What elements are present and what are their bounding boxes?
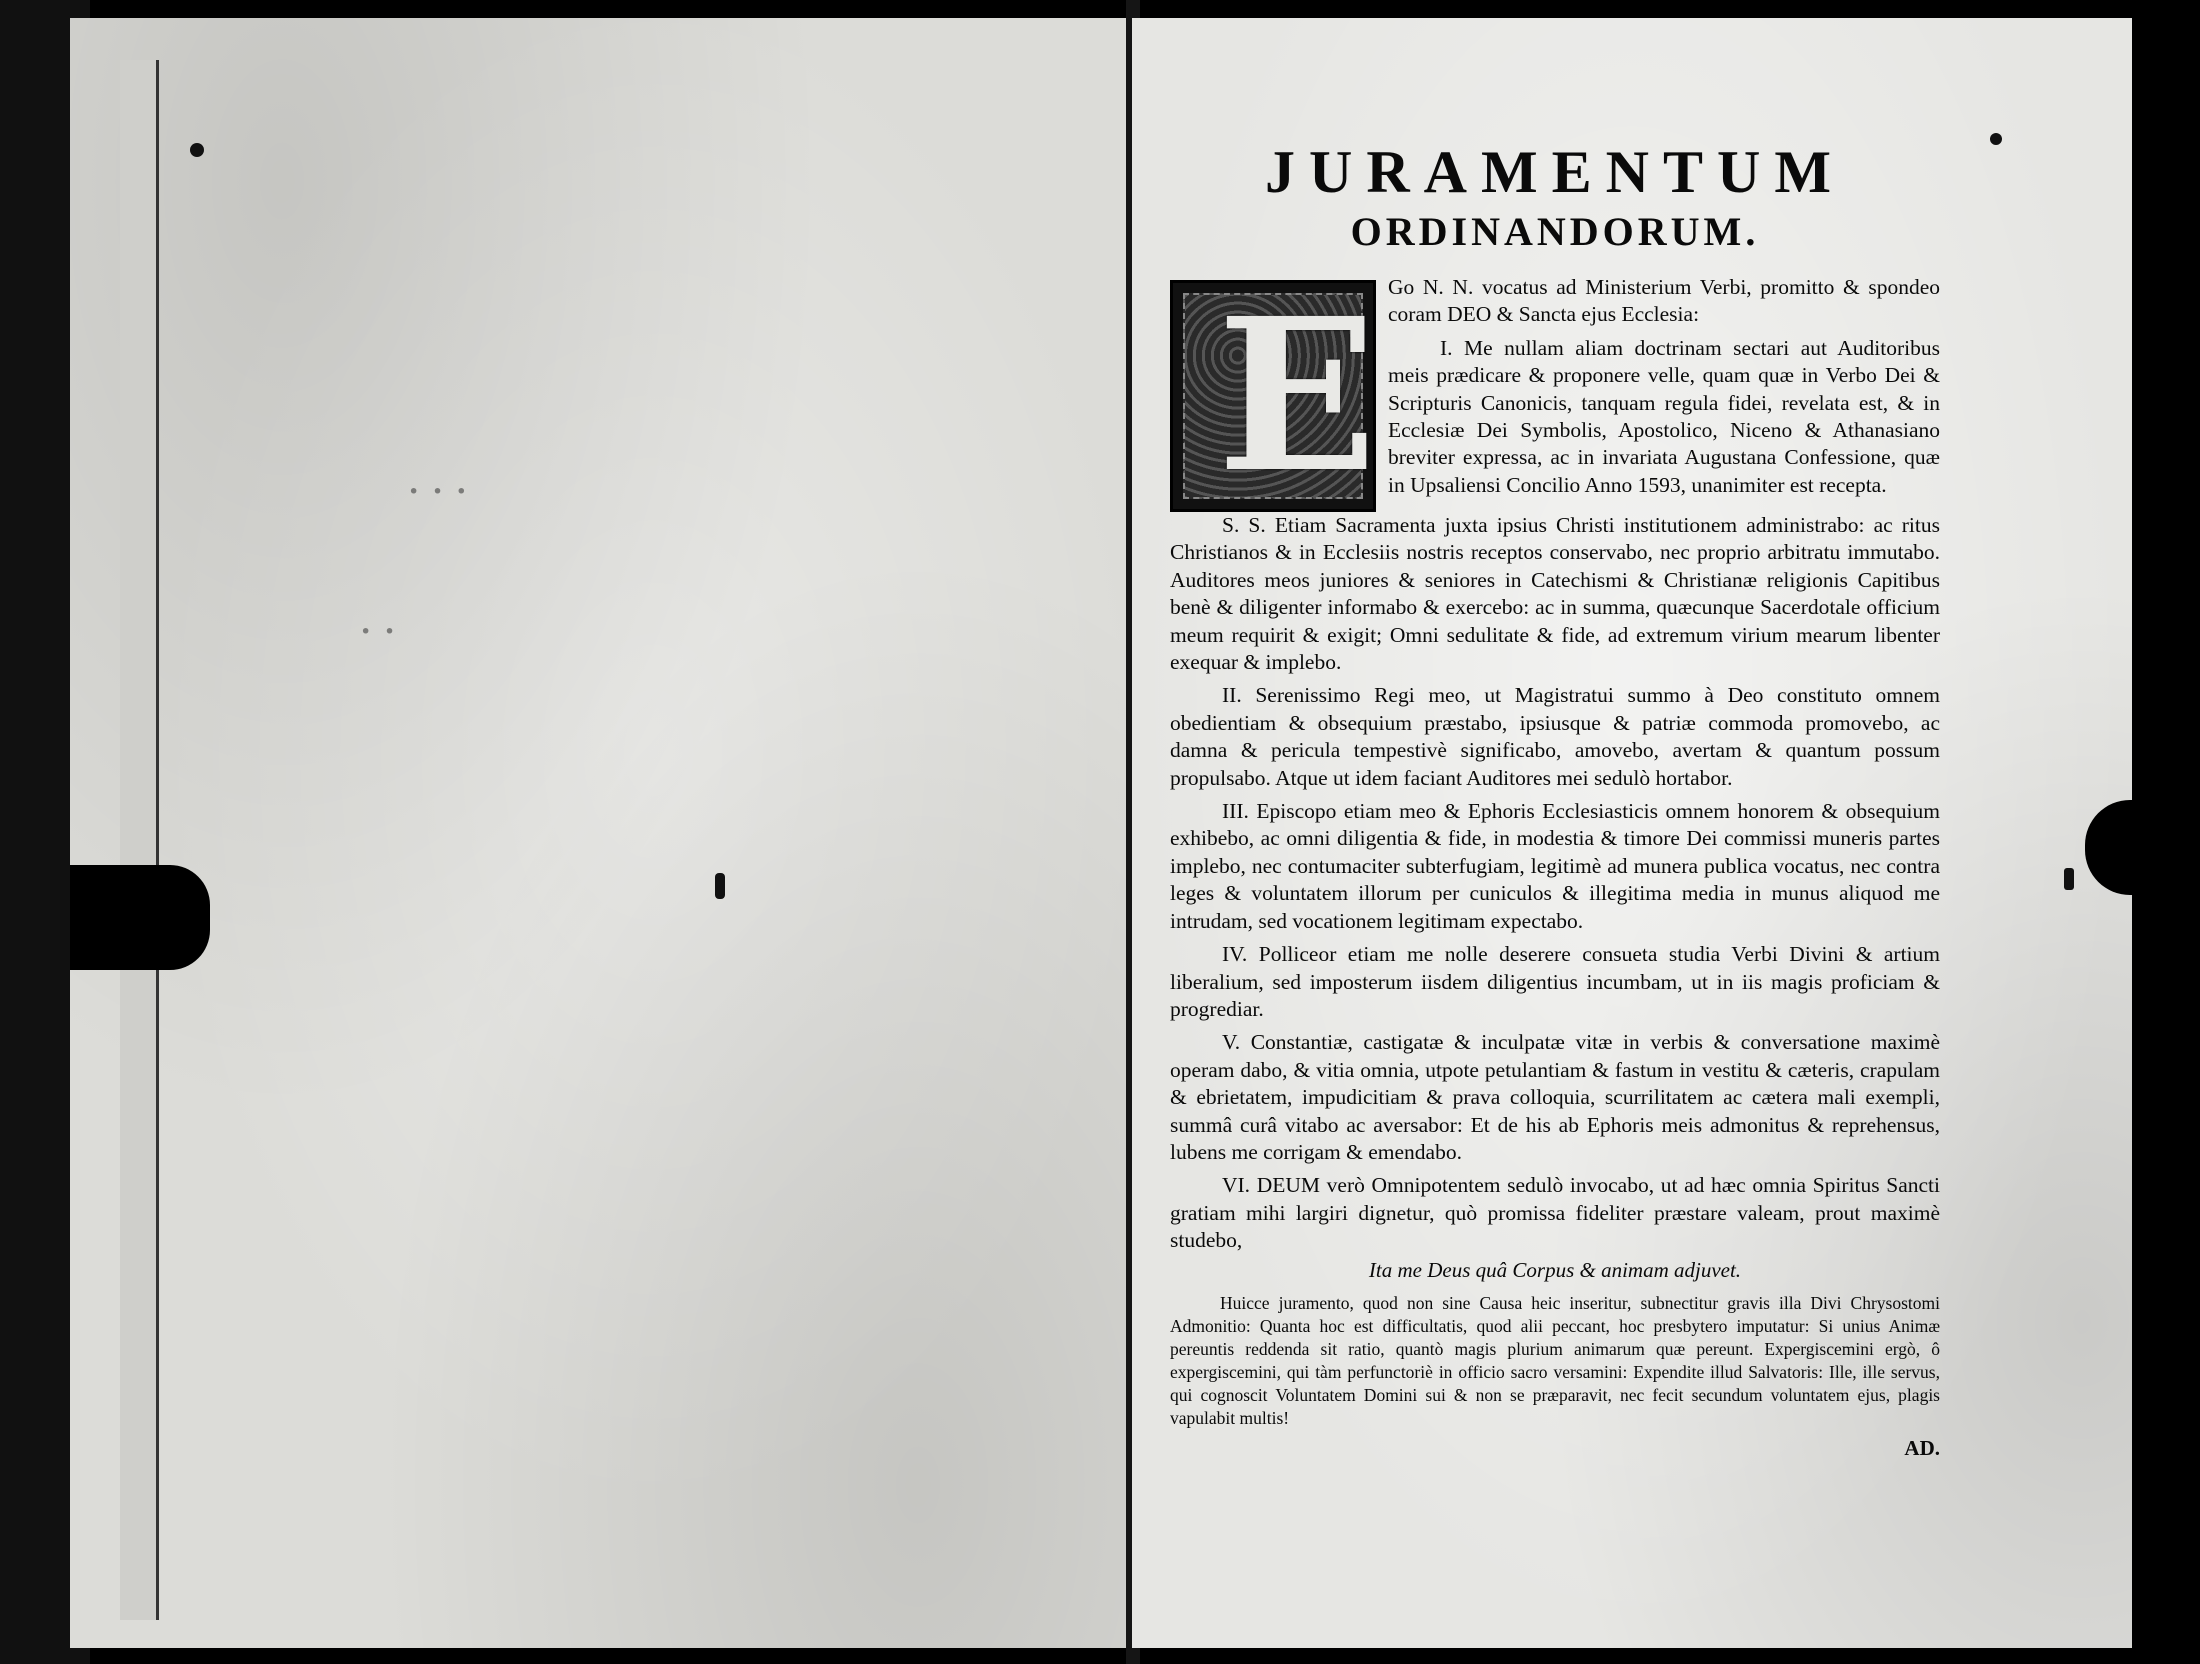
page-subtitle: ORDINANDORUM. <box>1350 209 1760 254</box>
oath-article-3: III. Episcopo etiam meo & Ephoris Ecclesiasticis omnem honorem & obsequium exhibebo, ac omni diligentia & fide, in modestia & timore Dei commissi muneris partes implebo, nec contumaciter subterfugiam, legitimè ad munera publica vocatus, nec contra leges & voluntatem illorum per cuniculos & illegitima media in munus aliquod me intrudam, sed vocationem legitimam expectabo. <box>1170 799 1940 933</box>
oath-article-2: II. Serenissimo Regi meo, ut Magistratui summo à Deo constituto omnem obedientiam & obsequium præstabo, ipsiusque & patriæ commoda promovebo, ac damna & pericula tempestivè significabo, amovebo, avertam & quantum possum propulsabo. Atque ut idem faciant Auditores mei sedulò hortabor. <box>1170 683 1940 790</box>
oath-intro: Go N. N. vocatus ad Ministerium Verbi, promitto & spondeo coram DEO & Sancta ejus Ecclesia: <box>1388 275 1940 327</box>
bleed-through-mark: · · · <box>408 473 470 510</box>
left-page-edge-strip <box>120 60 159 1620</box>
ink-spot <box>190 143 204 157</box>
catchword: AD. <box>1904 1435 1940 1460</box>
bleed-through-mark: · · <box>360 613 398 650</box>
oath-article-6: VI. DEUM verò Omnipotentem sedulò invocabo, ut ad hæc omnia Spiritus Sancti gratiam mihi largiri dignetur, quò promissa fideliter præstare valeam, prout maximè studebo, <box>1170 1173 1940 1253</box>
chrysostom-admonition: Huicce juramento, quod non sine Causa heic inseritur, subnectitur gravis illa Divi Chrysostomi Admonitio: Quanta hoc est difficultatis, quod alii peccant, hoc presbytero imputatur: Si unius Animæ pereuntis reddenda sit ratio, quantò magis plurium animarum quæ pereunt. Expergiscemini ergò, ô expergiscemini, qui tàm perfunctoriè in officio sacro versamini: Expendite illud Salvatoris: Ille, ille servus, qui cognoscit Voluntatem Domini sui & non se præparavit, nec fecit secundum voluntatem ejus, plagis vapulabit multis! <box>1170 1292 1940 1428</box>
page-clip-shadow <box>70 865 210 970</box>
oath-article-5: V. Constantiæ, castigatæ & inculpatæ vitæ in verbis & conversatione maximè operam dabo, & vitia omnia, utpote petulantiam & fastum in vestitu & cæteris, crapulam & ebrietatem, impudicitiam & prava colloquia, scurrilitatem ac cætera mali exempli, summâ curâ vitabo ac aversabor: Et de his ab Ephoris meis admonitus & reprehensus, lubens me corrigam & emendabo. <box>1170 1030 1940 1164</box>
ink-spot <box>715 873 725 899</box>
page-title: JURAMENTUM <box>1265 139 1845 205</box>
ink-spot <box>2064 868 2074 890</box>
ornamental-initial <box>1170 272 1378 519</box>
left-page-blank <box>70 18 1130 1648</box>
initial-letter: E <box>1217 272 1378 519</box>
oath-article-1: I. Me nullam aliam doctrinam sectari aut Auditoribus meis prædicare & proponere velle, quam quæ in Verbo Dei & Scripturis Canonicis, tanquam regula fidei, revelata est, & in Ecclesiæ Dei Symbolis, Apostolico, Niceno & Athanasiano breviter expressa, ac in invariata Augustana Confessione, quæ in Upsaliensi Concilio Anno 1593, unanimiter est recepta. <box>1388 335 1940 497</box>
oath-article-sacraments: S. S. Etiam Sacramenta juxta ipsius Christi institutionem administrabo: ac ritus Christianos & in Ecclesiis nostris receptos conservabo, nec proprio arbitratu immutabo. Auditores meos juniores & seniores in Catechismi & Christianæ religionis Capitibus benè & diligenter informabo & exercebo: ac in summa, quæcunque Sacerdotale officium meum requirit & exigit; Omni sedulitate & fide, ad extremum virium mearum libenter exequar & implebo. <box>1170 513 1940 675</box>
oath-article-4: IV. Polliceor etiam me nolle deserere consueta studia Verbi Divini & artium liberalium, sed imposterum iisdem diligentius incumbam, ut in iis magis proficiam & progrediar. <box>1170 942 1940 1021</box>
scan-right-edge <box>2132 0 2200 1664</box>
oath-text-block <box>1170 130 1940 1461</box>
opening-section <box>1170 272 1940 519</box>
oath-formula: Ita me Deus quâ Corpus & animam adjuvet. <box>1368 1257 1742 1282</box>
ink-spot <box>1990 133 2002 145</box>
